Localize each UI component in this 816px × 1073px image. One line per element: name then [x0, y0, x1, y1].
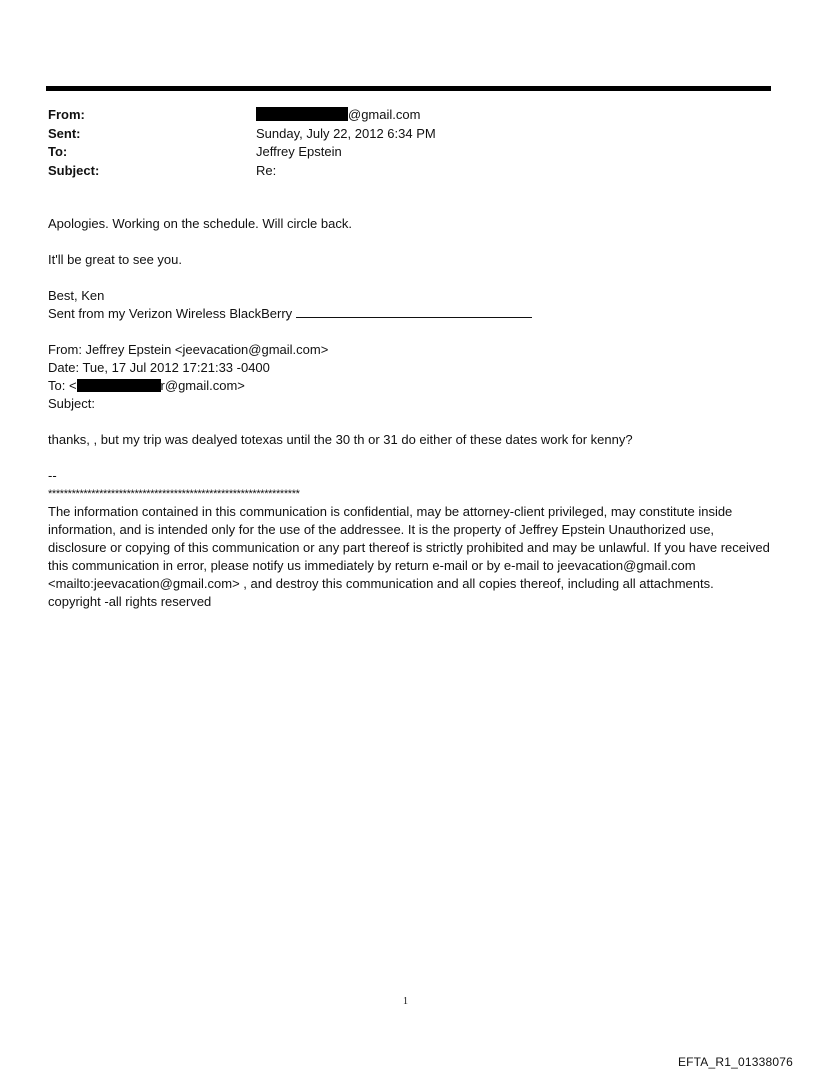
page-number: 1 — [403, 996, 408, 1007]
from-domain: @gmail.com — [348, 107, 421, 122]
sent-value: Sunday, July 22, 2012 6:34 PM — [256, 125, 436, 141]
quoted-to-suffix: r@gmail.com> — [160, 378, 245, 393]
email-header — [48, 106, 436, 180]
to-row — [48, 143, 436, 162]
to-value: Jeffrey Epstein — [256, 144, 342, 159]
asterisk-divider: **************************************************************** — [48, 488, 300, 500]
disclaimer: The information contained in this communication is confidential, may be attorney-client privileged, may constitute inside information, and is intended only for the use of the addressee. It is the property of Jeffrey Epstein Unauthorized use, disclosure or copying of this communication or any part thereof is strictly prohibited and may be unlawful. If you have received this communication in error, please notify us immediately by return e-mail or by e-mail to jeevacation@gmail.com <mailto:jeevacation@gmail.com> , and destroy this communication and all copies thereof, including all attachments. copyright -all rights reserved — [48, 504, 770, 609]
header-rule — [46, 86, 771, 91]
email-body — [48, 215, 770, 611]
document-id: EFTA_R1_01338076 — [677, 1055, 793, 1069]
subject-value: Re: — [256, 162, 277, 178]
redaction-box — [256, 107, 348, 121]
redaction-box — [77, 379, 161, 392]
subject-label: Subject: — [48, 162, 100, 178]
quoted-to — [48, 377, 770, 395]
subject-row — [48, 162, 436, 181]
quoted-date: Date: Tue, 17 Jul 2012 17:21:33 -0400 — [48, 360, 270, 375]
quoted-subject: Subject: — [48, 396, 95, 411]
quoted-message: thanks, , but my trip was dealyed totexas until the 30 th or 31 do either of these dates work for kenny? — [48, 432, 633, 447]
from-row — [48, 106, 436, 125]
sent-from-text: Sent from my Verizon Wireless BlackBerry — [48, 306, 293, 321]
body-line-1: Apologies. Working on the schedule. Will circle back. — [48, 216, 352, 231]
from-label: From: — [48, 107, 85, 122]
sent-row — [48, 125, 436, 144]
quoted-from: From: Jeffrey Epstein <jeevacation@gmail.com> — [48, 342, 329, 357]
signoff: Best, Ken — [48, 288, 105, 303]
sent-from-line — [48, 305, 770, 323]
quoted-to-prefix: To: < — [48, 378, 77, 393]
sent-label: Sent: — [48, 125, 81, 141]
signature-dash: -- — [48, 468, 57, 483]
to-label: To: — [48, 144, 68, 159]
separator-line — [296, 305, 532, 318]
from-value — [256, 106, 420, 125]
body-line-2: It'll be great to see you. — [48, 252, 183, 267]
